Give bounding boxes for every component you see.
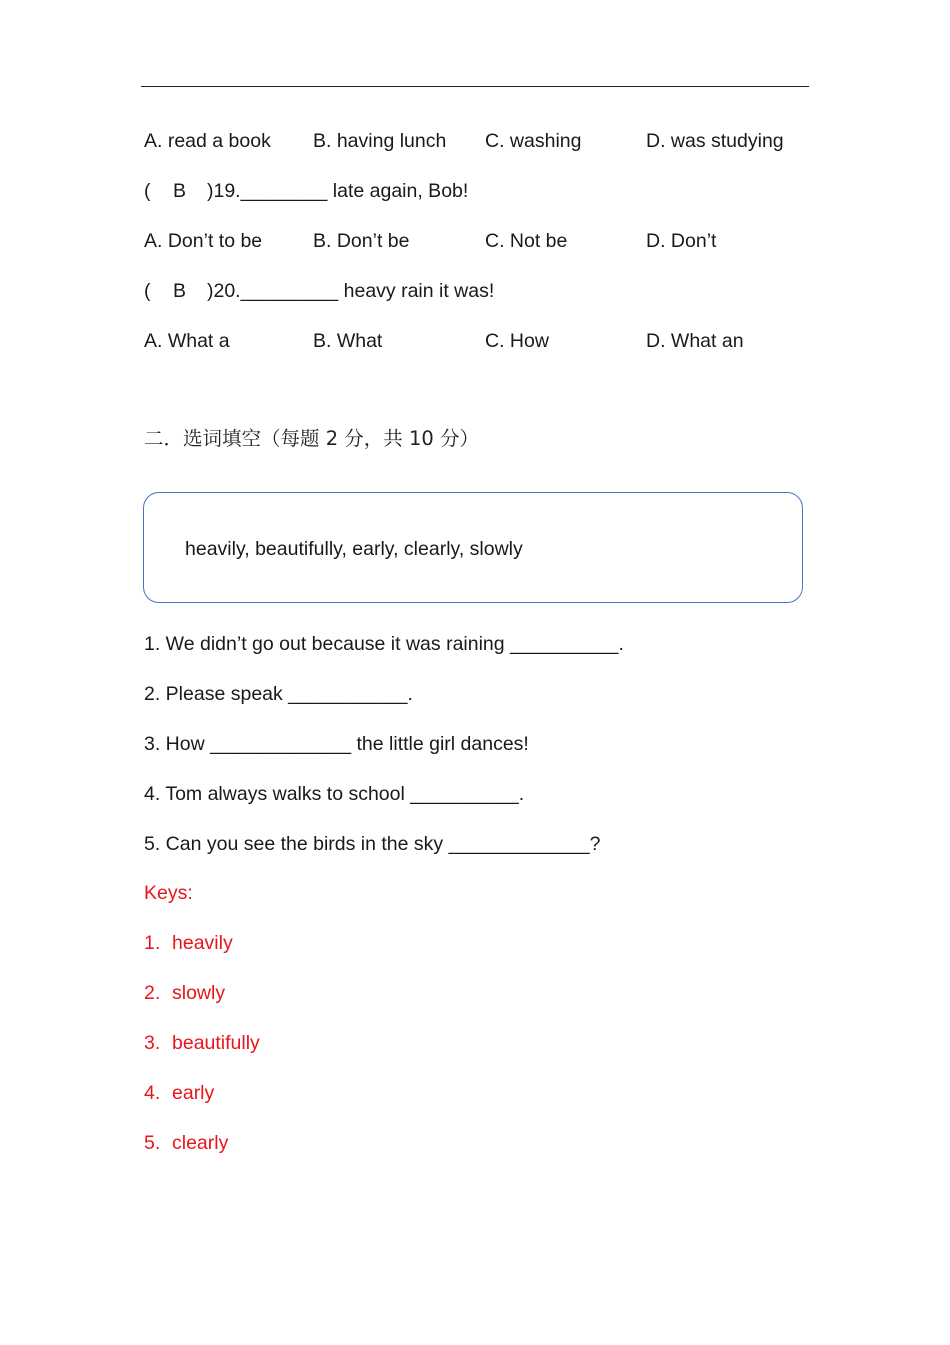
fill-question-4: 4. Tom always walks to school __________. bbox=[144, 783, 525, 805]
key-answer: beautifully bbox=[172, 1032, 260, 1054]
word-bank-text: heavily, beautifully, early, clearly, slowly bbox=[185, 538, 523, 560]
q18-option-a: A. read a book bbox=[144, 130, 271, 152]
key-number: 3. bbox=[144, 1032, 161, 1054]
q19-stem: )19.________ late again, Bob! bbox=[207, 180, 469, 202]
keys-label: Keys: bbox=[144, 882, 193, 904]
q18-option-b: B. having lunch bbox=[313, 130, 447, 152]
word-bank-box bbox=[143, 492, 803, 603]
fill-question-1: 1. We didn’t go out because it was raining __________. bbox=[144, 633, 624, 655]
q19-paren: ( bbox=[144, 180, 151, 202]
q18-option-c: C. washing bbox=[485, 130, 582, 152]
q20-paren: ( bbox=[144, 280, 151, 302]
key-answer: heavily bbox=[172, 932, 233, 954]
q20-option-a: A. What a bbox=[144, 330, 230, 352]
key-number: 1. bbox=[144, 932, 161, 954]
key-number: 5. bbox=[144, 1132, 161, 1154]
q20-option-c: C. How bbox=[485, 330, 549, 352]
fill-question-2: 2. Please speak ___________. bbox=[144, 683, 413, 705]
fill-question-5: 5. Can you see the birds in the sky _____________? bbox=[144, 833, 601, 855]
q20-option-b: B. What bbox=[313, 330, 383, 352]
key-answer: slowly bbox=[172, 982, 226, 1004]
q20-option-d: D. What an bbox=[646, 330, 744, 352]
q19-answer: B bbox=[173, 180, 187, 202]
section-title: 二．选词填空（每题 2 分，共 10 分） bbox=[144, 427, 480, 450]
q19-option-c: C. Not be bbox=[485, 230, 568, 252]
header-rule bbox=[141, 86, 809, 87]
key-answer: early bbox=[172, 1082, 215, 1104]
q19-option-b: B. Don’t be bbox=[313, 230, 410, 252]
q19-option-d: D. Don’t bbox=[646, 230, 717, 252]
q20-answer: B bbox=[173, 280, 187, 302]
key-number: 2. bbox=[144, 982, 161, 1004]
q18-option-d: D. was studying bbox=[646, 130, 784, 152]
fill-question-3: 3. How _____________ the little girl dances! bbox=[144, 733, 529, 755]
q20-stem: )20._________ heavy rain it was! bbox=[207, 280, 495, 302]
q19-option-a: A. Don’t to be bbox=[144, 230, 263, 252]
key-answer: clearly bbox=[172, 1132, 229, 1154]
key-number: 4. bbox=[144, 1082, 161, 1104]
